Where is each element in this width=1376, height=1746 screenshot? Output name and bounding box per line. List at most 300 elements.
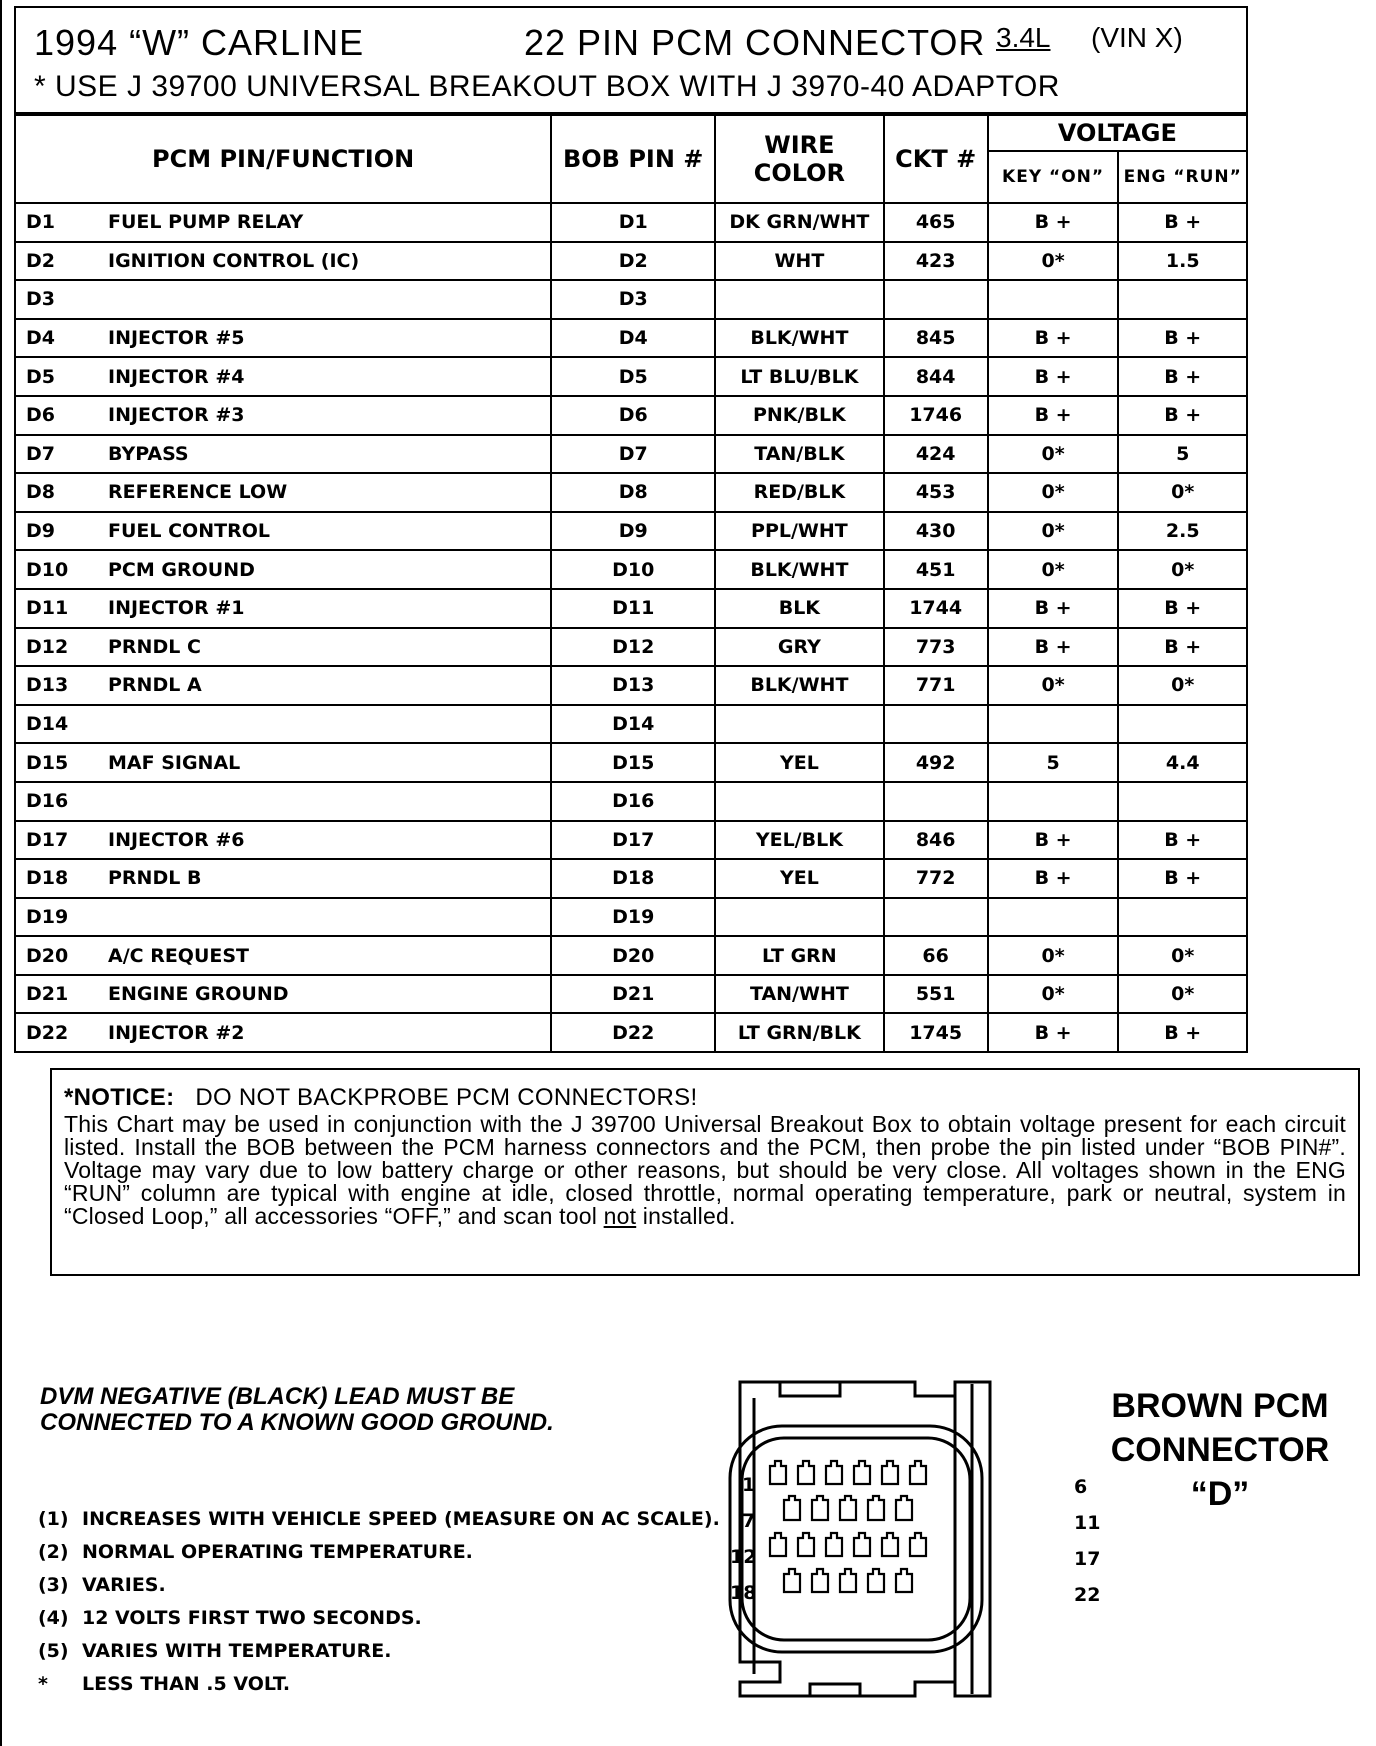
header-bob-pin (551, 115, 715, 203)
pcm-function: INJECTOR #4 (108, 365, 245, 388)
connector-cavity (896, 1569, 912, 1592)
left-label-row-3: 12 (730, 1546, 757, 1568)
function-cell (15, 396, 551, 435)
table-row (15, 396, 1247, 435)
pin-rows (15, 203, 1247, 1052)
bob-pin-cell: D15 (551, 743, 715, 782)
footnote-item (38, 1502, 720, 1535)
pcm-pin: D7 (26, 442, 55, 465)
bob-pin-cell: D20 (551, 936, 715, 975)
connector-bottom-tab (810, 1684, 860, 1696)
function-cell (15, 357, 551, 396)
function-cell-content (16, 404, 550, 426)
eng-run-cell: 2.5 (1118, 512, 1247, 551)
wire-color-cell (715, 280, 883, 319)
pcm-function: INJECTOR #6 (108, 828, 245, 851)
pcm-pin: D15 (26, 751, 69, 774)
vin-code: (VIN X) (1091, 22, 1183, 53)
function-cell (15, 705, 551, 744)
function-cell (15, 743, 551, 782)
connector-cavity (882, 1533, 898, 1556)
dvm-note (40, 1384, 554, 1436)
wire-color-cell: RED/BLK (715, 473, 883, 512)
pcm-pin: D18 (26, 867, 69, 890)
notice-body-end: installed. (636, 1203, 736, 1229)
key-on-cell: B + (988, 357, 1119, 396)
key-on-cell: B + (988, 859, 1119, 898)
ckt-cell: 1744 (884, 589, 988, 628)
footnote-text: LESS THAN .5 VOLT. (82, 1672, 291, 1695)
header-wire-color (715, 115, 883, 203)
connector-name-line-3: “D” (1190, 1475, 1250, 1513)
eng-run-cell: B + (1118, 319, 1247, 358)
footnote-text: 12 VOLTS FIRST TWO SECONDS. (82, 1606, 422, 1629)
bob-pin-cell: D9 (551, 512, 715, 551)
footnote-text: VARIES. (82, 1573, 166, 1596)
wire-color-cell: LT GRN/BLK (715, 1013, 883, 1052)
eng-run-cell (1118, 782, 1247, 821)
eng-run-cell: B + (1118, 1013, 1247, 1052)
footnote-item (38, 1535, 720, 1568)
key-on-cell: B + (988, 589, 1119, 628)
key-on-cell: 0* (988, 512, 1119, 551)
connector-cavity (770, 1461, 786, 1484)
wire-color-cell: PNK/BLK (715, 396, 883, 435)
footnote-key: * (38, 1672, 48, 1695)
bob-pin-cell: D1 (551, 203, 715, 242)
connector-cavity (840, 1496, 856, 1520)
ckt-cell (884, 898, 988, 937)
pcm-function: PRNDL B (108, 867, 202, 890)
ckt-cell: 424 (884, 435, 988, 474)
pcm-pin: D9 (26, 520, 55, 543)
connector-cavity (812, 1496, 828, 1520)
header-wire-color-text: WIRE COLOR (753, 131, 846, 187)
wire-color-cell: BLK/WHT (715, 319, 883, 358)
ckt-cell: 846 (884, 821, 988, 860)
key-on-cell: B + (988, 628, 1119, 667)
wire-color-cell: LT GRN (715, 936, 883, 975)
footnote-key: (2) (38, 1540, 69, 1563)
bob-pin-cell: D16 (551, 782, 715, 821)
right-label-row-4: 22 (1074, 1584, 1101, 1606)
bob-pin-cell: D18 (551, 859, 715, 898)
connector-name (1100, 1384, 1340, 1516)
function-cell (15, 859, 551, 898)
subtitle: * USE J 39700 UNIVERSAL BREAKOUT BOX WITH J 3970-40 ADAPTOR (34, 70, 1060, 103)
function-cell (15, 435, 551, 474)
eng-run-cell: 0* (1118, 666, 1247, 705)
connector-cavity (854, 1461, 870, 1484)
wire-color-cell: PPL/WHT (715, 512, 883, 551)
bob-pin-cell: D3 (551, 280, 715, 319)
notice-headline: DO NOT BACKPROBE PCM CONNECTORS! (195, 1084, 698, 1111)
ckt-cell: 1746 (884, 396, 988, 435)
key-on-cell: B + (988, 396, 1119, 435)
pcm-pin: D13 (26, 674, 69, 697)
table-row (15, 512, 1247, 551)
eng-run-cell: B + (1118, 396, 1247, 435)
ckt-cell (884, 782, 988, 821)
wire-color-cell: YEL/BLK (715, 821, 883, 860)
ckt-cell (884, 705, 988, 744)
key-on-cell: 0* (988, 242, 1119, 281)
header-ckt (884, 115, 988, 203)
function-cell-content (16, 250, 550, 272)
table-row (15, 705, 1247, 744)
pcm-function: INJECTOR #3 (108, 404, 245, 427)
pcm-pin: D12 (26, 635, 69, 658)
table-row (15, 280, 1247, 319)
footnote-item (38, 1634, 720, 1667)
connector-cavity (882, 1461, 898, 1484)
pcm-function: INJECTOR #1 (108, 597, 245, 620)
right-label-row-3: 17 (1074, 1548, 1101, 1570)
eng-run-cell: 0* (1118, 473, 1247, 512)
connector-cavity (784, 1569, 800, 1592)
eng-run-cell: 5 (1118, 435, 1247, 474)
footnote-key: (3) (38, 1573, 69, 1596)
key-on-cell (988, 705, 1119, 744)
ckt-cell: 772 (884, 859, 988, 898)
footnote-item (38, 1667, 720, 1700)
pcm-pin: D19 (26, 905, 69, 928)
connector-cavity (868, 1496, 884, 1520)
bob-pin-cell: D13 (551, 666, 715, 705)
key-on-cell: 0* (988, 666, 1119, 705)
left-label-row-1: 1 (742, 1474, 756, 1496)
bob-pin-cell: D11 (551, 589, 715, 628)
pcm-function: INJECTOR #5 (108, 327, 245, 350)
eng-run-cell: B + (1118, 628, 1247, 667)
connector-cavity (896, 1496, 912, 1520)
eng-run-cell: 0* (1118, 936, 1247, 975)
function-cell-content (16, 867, 550, 889)
table-row (15, 473, 1247, 512)
pin-table (14, 114, 1248, 1053)
function-cell-content (16, 366, 550, 388)
function-cell (15, 666, 551, 705)
pcm-pin: D1 (26, 211, 55, 234)
header-voltage: VOLTAGE (988, 115, 1247, 151)
function-cell (15, 550, 551, 589)
table-row (15, 936, 1247, 975)
function-cell-content (16, 520, 550, 542)
footnote-text: VARIES WITH TEMPERATURE. (82, 1639, 392, 1662)
eng-run-cell (1118, 705, 1247, 744)
table-row (15, 666, 1247, 705)
function-cell (15, 898, 551, 937)
footnote-text: NORMAL OPERATING TEMPERATURE. (82, 1540, 473, 1563)
function-cell-content (16, 674, 550, 696)
table-row (15, 203, 1247, 242)
wire-color-cell: TAN/BLK (715, 435, 883, 474)
connector-cavity (826, 1461, 842, 1484)
dvm-line-1: DVM NEGATIVE (BLACK) LEAD MUST BE (40, 1383, 515, 1410)
connector-cavity (784, 1496, 800, 1520)
ckt-cell: 845 (884, 319, 988, 358)
table-row (15, 435, 1247, 474)
wire-color-cell: GRY (715, 628, 883, 667)
function-cell (15, 1013, 551, 1052)
bob-pin-cell: D5 (551, 357, 715, 396)
ckt-cell: 465 (884, 203, 988, 242)
pcm-pin: D2 (26, 249, 55, 272)
table-row (15, 975, 1247, 1014)
eng-run-cell (1118, 898, 1247, 937)
connector-cavity (798, 1533, 814, 1556)
wire-color-cell: WHT (715, 242, 883, 281)
function-cell-content (16, 636, 550, 658)
table-row (15, 589, 1247, 628)
pcm-function: FUEL PUMP RELAY (108, 211, 304, 234)
function-cell (15, 280, 551, 319)
connector-cavity (798, 1461, 814, 1484)
eng-run-cell: 4.4 (1118, 743, 1247, 782)
ckt-cell: 492 (884, 743, 988, 782)
pcm-function: INJECTOR #2 (108, 1021, 245, 1044)
function-cell (15, 936, 551, 975)
pcm-pin: D8 (26, 481, 55, 504)
notice-box (50, 1068, 1360, 1276)
key-on-cell (988, 280, 1119, 319)
pcm-pin: D6 (26, 404, 55, 427)
header-ckt-text: CKT # (895, 145, 977, 173)
wire-color-cell: TAN/WHT (715, 975, 883, 1014)
key-on-cell: B + (988, 821, 1119, 860)
table-row (15, 319, 1247, 358)
bob-pin-cell: D21 (551, 975, 715, 1014)
key-on-cell: 0* (988, 936, 1119, 975)
table-row (15, 743, 1247, 782)
eng-run-cell (1118, 280, 1247, 319)
header-eng-run: ENG “RUN” (1118, 151, 1247, 203)
function-cell-content (16, 752, 550, 774)
pin-table-wrap (14, 114, 1248, 1054)
ckt-cell: 844 (884, 357, 988, 396)
connector-cavity (910, 1461, 926, 1484)
connector-cavity (826, 1533, 842, 1556)
connector-title: 22 PIN PCM CONNECTOR (524, 22, 986, 63)
key-on-cell: B + (988, 203, 1119, 242)
footnote-item (38, 1601, 720, 1634)
footnotes (38, 1502, 720, 1700)
eng-run-cell: B + (1118, 357, 1247, 396)
function-cell-content (16, 597, 550, 619)
ckt-cell: 773 (884, 628, 988, 667)
pcm-pin: D16 (26, 790, 69, 813)
bob-pin-cell: D2 (551, 242, 715, 281)
function-cell-content (16, 288, 550, 310)
table-row (15, 357, 1247, 396)
key-on-cell: 0* (988, 975, 1119, 1014)
header-function: PCM PIN/FUNCTION (15, 115, 551, 203)
pcm-pin: D10 (26, 558, 69, 581)
function-cell-content (16, 211, 550, 233)
ckt-cell: 1745 (884, 1013, 988, 1052)
function-cell-content (16, 983, 550, 1005)
ckt-cell: 451 (884, 550, 988, 589)
function-cell-content (16, 790, 550, 812)
notice-label: *NOTICE: (64, 1084, 175, 1111)
pcm-function: PRNDL C (108, 635, 201, 658)
pcm-pin: D5 (26, 365, 55, 388)
eng-run-cell: 0* (1118, 550, 1247, 589)
right-label-row-1: 6 (1074, 1476, 1088, 1498)
bob-pin-cell: D8 (551, 473, 715, 512)
bob-pin-cell: D4 (551, 319, 715, 358)
wire-color-cell: BLK (715, 589, 883, 628)
bob-pin-cell: D12 (551, 628, 715, 667)
connector-name-line-2: CONNECTOR (1110, 1431, 1330, 1469)
function-cell (15, 473, 551, 512)
ckt-cell (884, 280, 988, 319)
engine-size: 3.4L (996, 22, 1051, 53)
bob-pin-cell: D22 (551, 1013, 715, 1052)
eng-run-cell: 0* (1118, 975, 1247, 1014)
function-cell (15, 319, 551, 358)
function-cell-content (16, 906, 550, 928)
function-cell-content (16, 443, 550, 465)
function-cell-content (16, 1022, 550, 1044)
connector-top-tab (780, 1382, 840, 1396)
header-bob-pin-text: BOB PIN # (562, 145, 704, 173)
bob-pin-cell: D6 (551, 396, 715, 435)
key-on-cell: B + (988, 1013, 1119, 1052)
wire-color-cell: LT BLU/BLK (715, 357, 883, 396)
table-row (15, 550, 1247, 589)
ckt-cell: 771 (884, 666, 988, 705)
key-on-cell: 5 (988, 743, 1119, 782)
pcm-pin: D22 (26, 1021, 69, 1044)
ckt-cell: 551 (884, 975, 988, 1014)
pcm-pin: D17 (26, 828, 69, 851)
function-cell-content (16, 945, 550, 967)
ckt-cell: 66 (884, 936, 988, 975)
eng-run-cell: B + (1118, 589, 1247, 628)
pcm-function: PCM GROUND (108, 558, 255, 581)
connector-name-line-1: BROWN PCM (1111, 1387, 1329, 1425)
notice-body (64, 1113, 1346, 1228)
pcm-function: A/C REQUEST (108, 944, 250, 967)
pcm-pin: D3 (26, 288, 55, 311)
pcm-pin: D14 (26, 713, 69, 736)
function-cell (15, 589, 551, 628)
ckt-cell: 423 (884, 242, 988, 281)
wire-color-cell: DK GRN/WHT (715, 203, 883, 242)
bob-pin-cell: D17 (551, 821, 715, 860)
table-row (15, 898, 1247, 937)
wire-color-cell: YEL (715, 743, 883, 782)
eng-run-cell: B + (1118, 821, 1247, 860)
wire-color-cell: BLK/WHT (715, 550, 883, 589)
footnote-key: (4) (38, 1606, 69, 1629)
connector-cavity (812, 1569, 828, 1592)
function-cell (15, 242, 551, 281)
key-on-cell (988, 898, 1119, 937)
connector-cavity (868, 1569, 884, 1592)
connector-cavity (910, 1533, 926, 1556)
dvm-line-2: CONNECTED TO A KNOWN GOOD GROUND. (40, 1409, 554, 1436)
wire-color-cell (715, 782, 883, 821)
table-row (15, 782, 1247, 821)
function-cell (15, 782, 551, 821)
pcm-function: REFERENCE LOW (108, 481, 288, 504)
footnote-key: (1) (38, 1507, 69, 1530)
pcm-pin: D11 (26, 597, 69, 620)
notice-heading (64, 1084, 1346, 1112)
left-label-row-4: 18 (730, 1582, 757, 1604)
footnote-text: INCREASES WITH VEHICLE SPEED (MEASURE ON AC SCALE). (82, 1507, 720, 1530)
connector-cavity (840, 1569, 856, 1592)
pcm-function: FUEL CONTROL (108, 520, 270, 543)
key-on-cell: 0* (988, 435, 1119, 474)
title-block (14, 6, 1248, 114)
left-label-row-2: 7 (742, 1510, 756, 1532)
function-cell (15, 821, 551, 860)
footnote-key: (5) (38, 1639, 69, 1662)
pcm-function: MAF SIGNAL (108, 751, 241, 774)
function-cell-content (16, 327, 550, 349)
notice-body-emphasis: not (603, 1203, 637, 1229)
footnote-item (38, 1568, 720, 1601)
pcm-pin: D20 (26, 944, 69, 967)
function-cell-content (16, 829, 550, 851)
function-cell-content (16, 481, 550, 503)
pcm-function: IGNITION CONTROL (IC) (108, 249, 360, 272)
connector-diagram (700, 1374, 1070, 1704)
wire-color-cell: YEL (715, 859, 883, 898)
key-on-cell: 0* (988, 473, 1119, 512)
eng-run-cell: B + (1118, 859, 1247, 898)
key-on-cell (988, 782, 1119, 821)
pcm-pin: D21 (26, 983, 69, 1006)
bob-pin-cell: D14 (551, 705, 715, 744)
wire-color-cell: BLK/WHT (715, 666, 883, 705)
function-cell (15, 203, 551, 242)
key-on-cell: B + (988, 319, 1119, 358)
carline-title: 1994 “W” CARLINE (34, 22, 365, 63)
right-label-row-2: 11 (1074, 1512, 1101, 1534)
table-row (15, 859, 1247, 898)
connector-cavity (854, 1533, 870, 1556)
pcm-function: ENGINE GROUND (108, 983, 289, 1006)
table-row (15, 628, 1247, 667)
ckt-cell: 430 (884, 512, 988, 551)
function-cell (15, 512, 551, 551)
pcm-function: BYPASS (108, 442, 189, 465)
pcm-function: PRNDL A (108, 674, 202, 697)
table-row (15, 821, 1247, 860)
wire-color-cell (715, 898, 883, 937)
function-cell-content (16, 713, 550, 735)
wire-color-cell (715, 705, 883, 744)
function-cell (15, 975, 551, 1014)
key-on-cell: 0* (988, 550, 1119, 589)
pcm-pin: D4 (26, 327, 55, 350)
header-key-on: KEY “ON” (988, 151, 1119, 203)
eng-run-cell: B + (1118, 203, 1247, 242)
bob-pin-cell: D10 (551, 550, 715, 589)
bob-pin-cell: D19 (551, 898, 715, 937)
function-cell-content (16, 559, 550, 581)
bob-pin-cell: D7 (551, 435, 715, 474)
notice-body-text: This Chart may be used in conjunction with the J 39700 Universal Breakout Box to obtain voltage present for each circuit listed. Install the BOB between the PCM harness connectors and the PCM, then probe the pin listed under “BOB PIN#”. Voltage may vary due to low battery charge or other reasons, but should be very close. All voltages shown in the ENG “RUN” column are typical with engine at idle, closed throttle, normal operating temperature, park or neutral, system in “Closed Loop,” all accessories “OFF,” and scan tool (64, 1111, 1346, 1229)
ckt-cell: 453 (884, 473, 988, 512)
table-row (15, 242, 1247, 281)
function-cell (15, 628, 551, 667)
connector-cavity (770, 1533, 786, 1556)
